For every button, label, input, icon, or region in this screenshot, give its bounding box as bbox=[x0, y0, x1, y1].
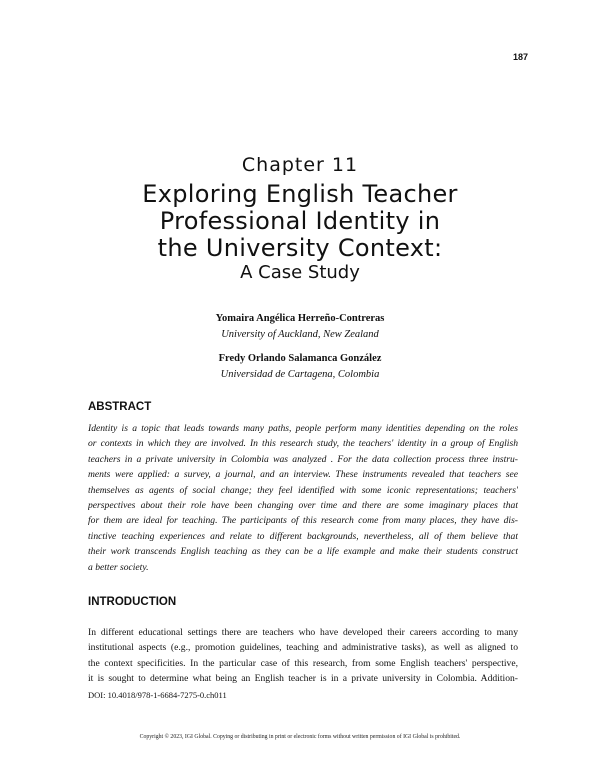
introduction-line: it is sought to determine what being an English teacher is in a private university in Colombia. Addition- bbox=[88, 673, 518, 685]
abstract-line: teachers in a private university in Colombia was analyzed . For the data collection process three instru- bbox=[88, 453, 518, 465]
author-affiliation: Universidad de Cartagena, Colombia bbox=[220, 369, 380, 380]
abstract-line: Identity is a topic that leads towards many paths, people perform many identities depending on the roles bbox=[88, 423, 518, 434]
author-name: Fredy Orlando Salamanca González bbox=[218, 353, 382, 364]
abstract-line: perspectives about their role have been changing over time and there are some imaginary places that bbox=[88, 500, 518, 512]
chapter-subtitle: A Case Study bbox=[240, 262, 360, 283]
doi-link[interactable]: DOI: 10.4018/978-1-6684-7275-0.ch011 bbox=[88, 690, 227, 700]
introduction-line: In different educational settings there are teachers who have developed their careers according to many bbox=[88, 627, 518, 638]
copyright-notice: Copyright © 2023, IGI Global. Copying or distributing in print or electronic forms without written permission of IGI Global is prohibited. bbox=[139, 734, 461, 740]
abstract-line: their work transcends English teaching as they can be a life example and make their students construct bbox=[88, 546, 518, 558]
introduction-heading: INTRODUCTION bbox=[88, 596, 177, 608]
introduction-body bbox=[88, 625, 518, 687]
author-name: Yomaira Angélica Herreño-Contreras bbox=[215, 313, 385, 324]
abstract-line: tinctive teaching experiences and relate to different backgrounds, nevertheless, all of them believe that bbox=[88, 530, 518, 542]
abstract-line: for them are ideal for teaching. The participants of this research come from many places, they have dis- bbox=[88, 515, 518, 527]
introduction-line: the context specificities. In the particular case of this research, from some English teachers' perspective, bbox=[88, 657, 518, 669]
abstract-line: a better society. bbox=[88, 561, 149, 573]
author-affiliation: University of Auckland, New Zealand bbox=[221, 329, 379, 340]
abstract-line: themselves as agents of social change; they feel identified with some iconic representations; teachers' bbox=[88, 484, 518, 496]
chapter-label: Chapter 11 bbox=[241, 154, 359, 176]
page-number: 187 bbox=[512, 52, 528, 62]
author-block bbox=[0, 311, 600, 343]
author-block bbox=[0, 351, 600, 383]
introduction-line: institutional aspects (e.g., promotion guidelines, teaching and administrative tasks), as well as aligned to bbox=[88, 642, 518, 654]
title-line: the University Context: bbox=[157, 234, 443, 262]
abstract-heading: ABSTRACT bbox=[88, 401, 152, 413]
abstract-line: ments were applied: a survey, a journal, and an interview. These instruments revealed that teachers see bbox=[88, 469, 518, 481]
abstract-line: or contexts in which they are involved. In this research study, the teachers' identity in a group of English bbox=[88, 438, 518, 450]
chapter-title bbox=[0, 181, 600, 262]
abstract-body bbox=[88, 421, 518, 575]
title-line: Exploring English Teacher bbox=[142, 180, 458, 208]
title-line: Professional Identity in bbox=[159, 207, 441, 235]
